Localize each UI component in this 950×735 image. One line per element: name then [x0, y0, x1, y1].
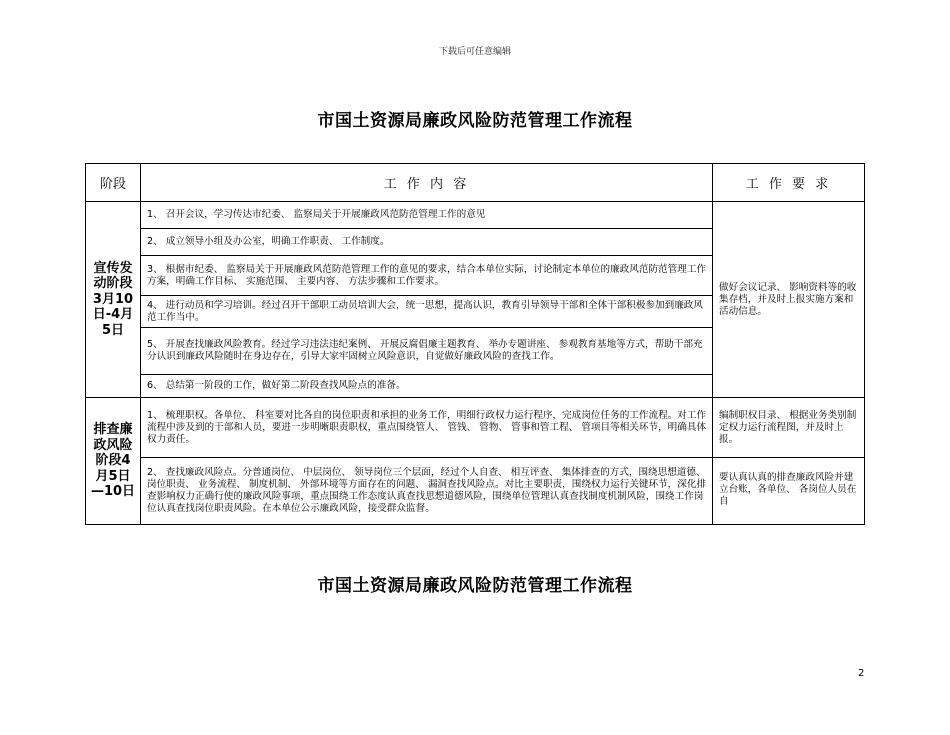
- table-row: [86, 458, 865, 525]
- stage1-item-4: 4、 进行动员和学习培训。经过召开干部职工动员培训大会，统一思想，提高认识，教育引导领导干部和全体干部积极参加到廉政风范工作当中。: [141, 296, 713, 328]
- page-title-repeat: 市国土资源局廉政风险防范管理工作流程: [317, 576, 633, 596]
- workflow-table: [85, 163, 865, 525]
- page-number: 2: [858, 668, 865, 679]
- stage2-item-1: 1、 梳理职权。各单位、 科室要对比各自的岗位职责和承担的业务工作，明细行政权力运行程序，完成岗位任务的工作流程。对工作流程中涉及到的干部和人员，要进一步明晰职责职权，重点围绕管人、 管钱、 管物、 管事和管工程、 管项目等相关环节，明确具体权力责任。: [141, 398, 713, 458]
- header-content: 工 作 内 容: [141, 164, 713, 202]
- table-header-row: [86, 164, 865, 202]
- page-title: 市国土资源局廉政风险防范管理工作流程: [317, 111, 633, 131]
- stage2-requirement-1: 编制职权目录、 根据业务类别制定权力运行流程图，并及时上报。: [713, 398, 865, 458]
- stage-label-2: 排查廉政风险阶段4月5日—10日: [86, 398, 141, 525]
- header-requirement: 工 作 要 求: [713, 164, 865, 202]
- header-note: 下载后可任意编辑: [438, 47, 511, 57]
- stage1-item-2: 2、 成立领导小组及办公室，明确工作职责、 工作制度。: [141, 229, 713, 256]
- stage1-item-5: 5、 开展查找廉政风险教育。经过学习违法违纪案例、 开展反腐倡廉主题教育、 举办专题讲座、 参观教育基地等方式，帮助干部充分认识到廉政风险随时在身边存在，引导大家牢固树立风险意识，自觉做好廉政风险的查找工作。: [141, 328, 713, 375]
- stage1-item-3: 3、 根据市纪委、 监察局关于开展廉政风范防范管理工作的意见的要求，结合本单位实际，讨论制定本单位的廉政风范防范管理工作方案，明确工作目标、 实施范围、 主要内容、 方法步骤和工作要求。: [141, 256, 713, 296]
- stage1-item-6: 6、 总结第一阶段的工作，做好第二阶段查找风险点的准备。: [141, 375, 713, 398]
- table-row: [86, 398, 865, 458]
- stage1-item-1: 1、 召开会议，学习传达市纪委、 监察局关于开展廉政风范防范管理工作的意见: [141, 202, 713, 229]
- stage-label-1: 宣传发动阶段3月10日-4月5日: [86, 202, 141, 398]
- stage1-requirement: 做好会议记录、 影响资料等的收集存档，并及时上报实施方案和活动信息。: [713, 202, 865, 398]
- stage2-item-2: 2、 查找廉政风险点。分普通岗位、 中层岗位、 领导岗位三个层面，经过个人自查、 相互评查、 集体排查的方式，围绕思想道德、 岗位职责、 业务流程、 制度机制、 外部环境等方面存在的问题、 漏洞查找风险点。对比主要职责，围绕权力运行关键环节，深化排查影响权力正确行使的廉政风险事项，重点围绕工作态度认真查找思想道德风险，围绕单位管理认真查找制度机制风险，围绕工作岗位认真查找岗位职责风险。在本单位公示廉政风险，接受群众监督。: [141, 458, 713, 525]
- stage2-requirement-2: 要认真认真的排查廉政风险并建立台账，各单位、 各岗位人员在自: [713, 458, 865, 525]
- header-stage: 阶段: [86, 164, 141, 202]
- table-row: [86, 202, 865, 229]
